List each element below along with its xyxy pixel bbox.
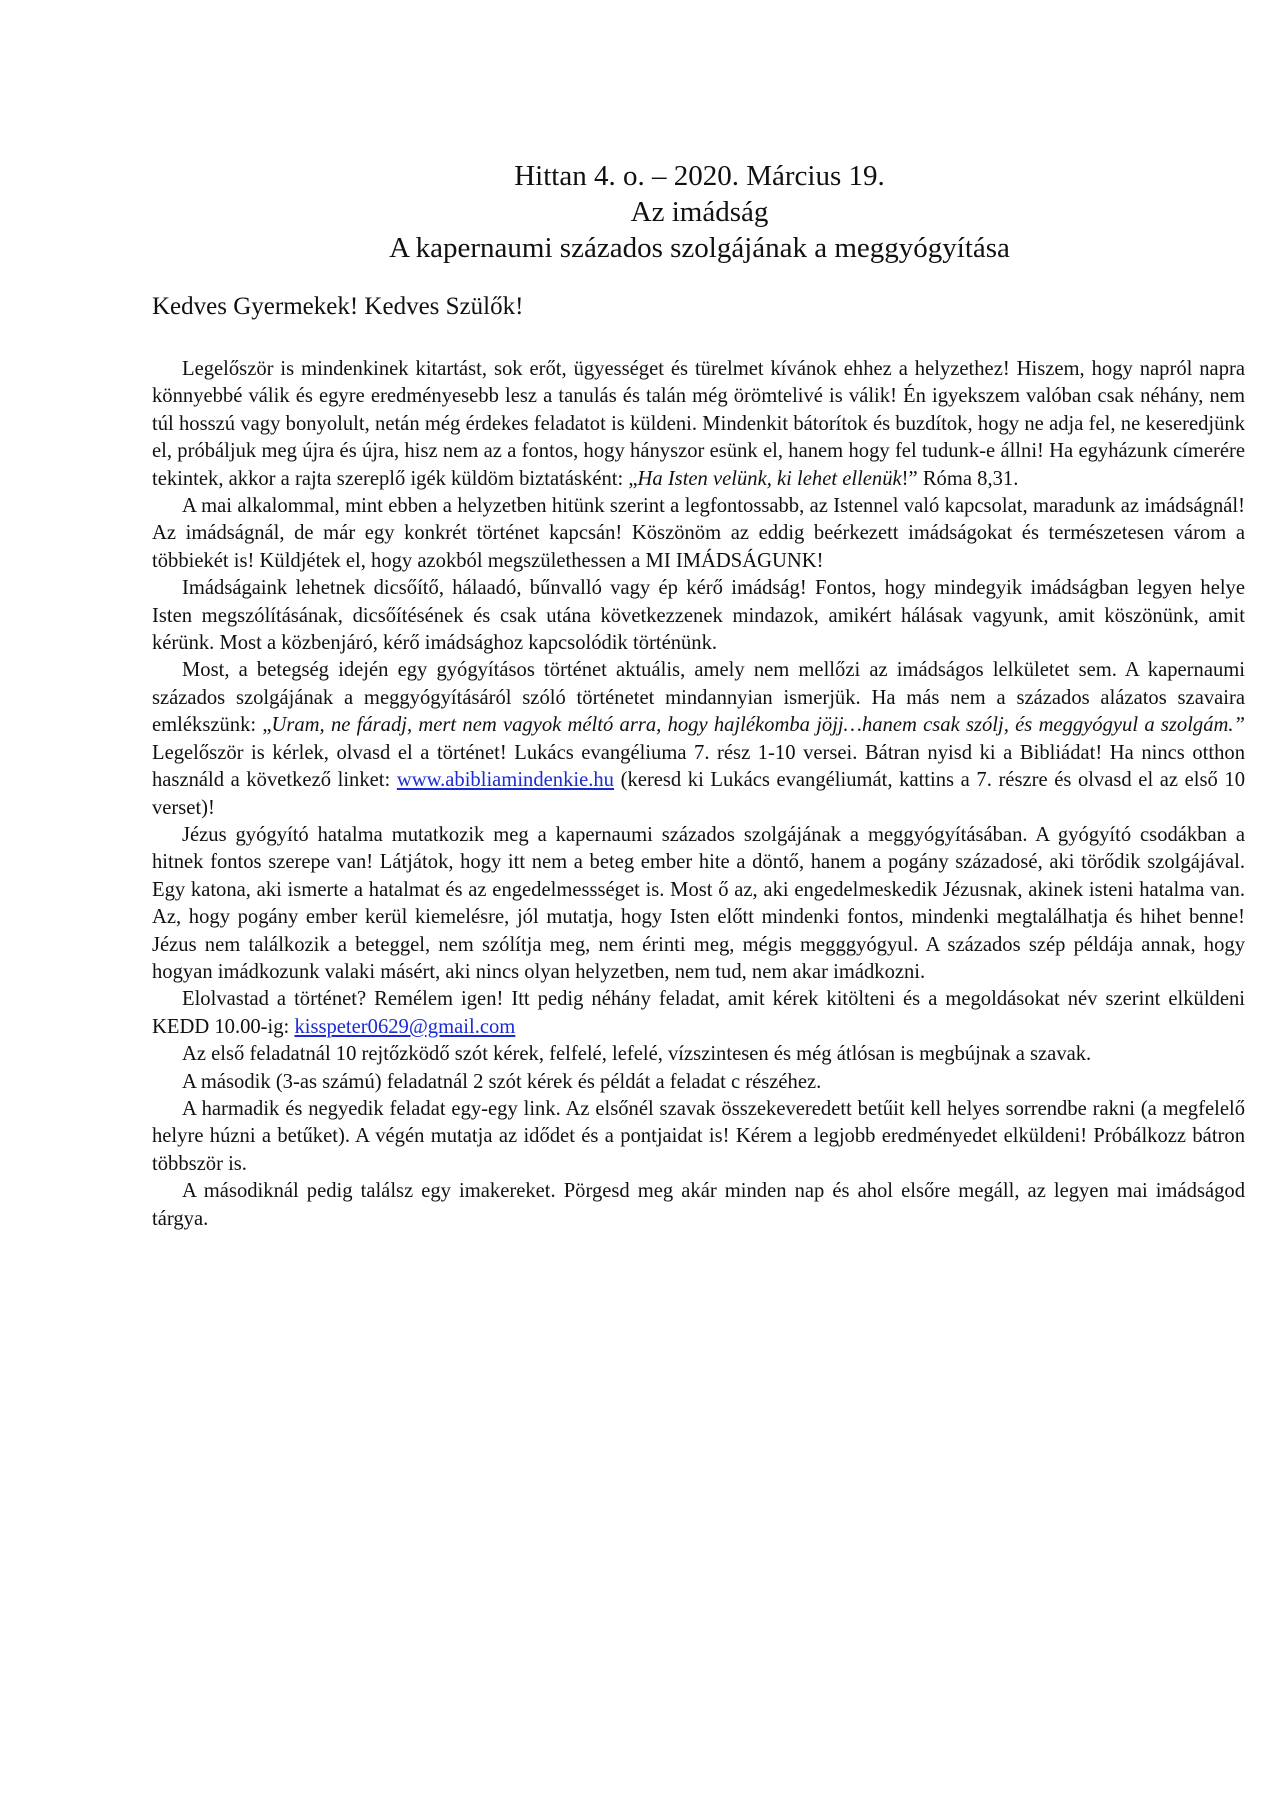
body-text xyxy=(152,356,1245,1233)
title-story: A kapernaumi százados szolgájának a meggyógyítása xyxy=(389,232,1010,264)
paragraph-10: A másodiknál pedig találsz egy imakereket. Pörgesd meg akár minden nap és ahol elsőre megáll, az legyen mai imádságod tárgya. xyxy=(152,1180,1245,1230)
paragraph-3: Imádságaink lehetnek dicsőítő, hálaadó, bűnvalló vagy ép kérő imádság! Fontos, hogy mindegyik imádságban legyen helye Isten megszólításának, dicsőítésének és csak utána következzenek mindazok, amikért hálásak vagyunk, amit köszönünk, amit kérünk. Most a közbenjáró, kérő imádsághoz kapcsolódik történünk. xyxy=(152,577,1245,655)
paragraph-text: Most, a betegség idején egy gyógyításos történet aktuális, amely nem mellőzi az imádságos lelkületet sem. A kapernaumi százados szolgájának a meggyógyításáról szóló történetet mindannyian ismerjük. Ha más nem a százados alázatos szavaira emlékszünk: „ xyxy=(152,659,1245,737)
paragraph-text: (keresd ki Lukács evangéliumát, kattins a 7. részre és olvasd el az első 10 verset)! xyxy=(152,769,1246,819)
paragraph-text: Elolvastad a történet? Remélem igen! Itt pedig néhány feladat, amit kérek kitölteni és a megoldásokat név szerint elküldeni KEDD 10.00-ig: xyxy=(152,988,1245,1038)
greeting: Kedves Gyermekek! Kedves Szülők! xyxy=(152,293,524,320)
document-page xyxy=(152,158,1245,1233)
paragraph-8: A második (3-as számú) feladatnál 2 szót kérek és példát a feladat c részéhez. xyxy=(182,1070,822,1093)
title-block xyxy=(154,158,1245,266)
paragraph-1 xyxy=(152,356,1245,493)
paragraph-2: A mai alkalommal, mint ebben a helyzetben hitünk szerint a legfontossabb, az Istennel való kapcsolat, maradunk az imádságnál! Az imádságnál, de már egy konkrét történet kapcsán! Köszönöm az eddig beérkezett imádságokat és természetesen várom a többiekét is! Küldjétek el, hogy azokból megszülethessen a MI IMÁDSÁGUNK! xyxy=(152,495,1245,572)
email-link[interactable]: kisspeter0629@gmail.com xyxy=(294,1015,516,1038)
paragraph-text: Legelőször is kérlek, olvasd el a történet! Lukács evangéliuma 7. rész 1-10 versei. Bátran nyisd ki a Bibliádat! Ha nincs otthon használd a következő linket: xyxy=(152,741,1245,792)
bible-website-link[interactable]: www.abibliamindenkie.hu xyxy=(396,769,614,792)
centurion-quote: Uram, ne fáradj, mert nem vagyok méltó arra, hogy hajlékomba jöjj…hanem csak szólj, és meggyógyul a szolgám.” xyxy=(271,714,1245,737)
title-date-line: Hittan 4. o. – 2020. Március 19. xyxy=(514,160,885,192)
paragraph-7: Az első feladatnál 10 rejtőzködő szót kérek, felfelé, lefelé, vízszintesen és még átlósan is megbújnak a szavak. xyxy=(182,1043,1092,1066)
paragraph-5: Jézus gyógyító hatalma mutatkozik meg a kapernaumi százados szolgájának a meggyógyításában. A gyógyító csodákban a hitnek fontos szerepe van! Látjátok, hogy itt nem a beteg ember hite a döntő, hanem a pogány századosé, aki törődik szolgájával. Egy katona, aki ismerte a hatalmat és az engedelmessséget is. Most ő az, aki engedelmeskedik Jézusnak, akinek isteni hatalma van. Az, hogy pogány ember kerül kiemelésre, jól mutatja, hogy Isten előtt mindenki fontos, mindenki megtalálhatja és hihet benne! Jézus nem találkozik a beteggel, nem szólítja meg, nem érinti meg, mégis megggyógyul. A százados szép példája annak, hogy hogyan imádkozunk valaki másért, aki nincs olyan helyzetben, nem tud, nem akar imádkozni. xyxy=(152,823,1245,983)
paragraph-9: A harmadik és negyedik feladat egy-egy link. Az elsőnél szavak összekeveredett betűit kell helyes sorrendbe rakni (a megfelelő helyre húzni a betűket). A végén mutatja az idődet és a pontjaidat is! Kérem a legjobb eredményedet elküldeni! Próbálkozz bátron többször is. xyxy=(152,1097,1245,1175)
paragraph-6 xyxy=(152,986,1245,1041)
bible-quote: Ha Isten velünk, ki lehet ellenük xyxy=(637,467,902,490)
paragraph-text: !” Róma 8,31. xyxy=(901,467,1019,490)
title-topic: Az imádság xyxy=(630,196,769,228)
paragraph-text: Legelőször is mindenkinek kitartást, sok erőt, ügyességet és türelmet kívánok ehhez a helyzethez! Hiszem, hogy napról napra könnyebbé válik és egyre eredményesebb lesz a tanulás és talán még örömtelivé is válik! Én igyekszem valóban csak néhány, nem túl hosszú vagy bonyolult, netán még érdekes feladatot is küldeni. Mindenkit bátorítok és buzdítok, hogy ne adja fel, ne keseredjünk el, próbáljuk meg újra és újra, hisz nem az a fontos, hogy hányszor esünk el, hanem hogy fel tudunk-e állni! Ha egyházunk címerére tekintek, akkor a rajta szereplő igék küldöm biztatásként: „ xyxy=(152,358,1245,490)
paragraph-4 xyxy=(152,657,1245,821)
